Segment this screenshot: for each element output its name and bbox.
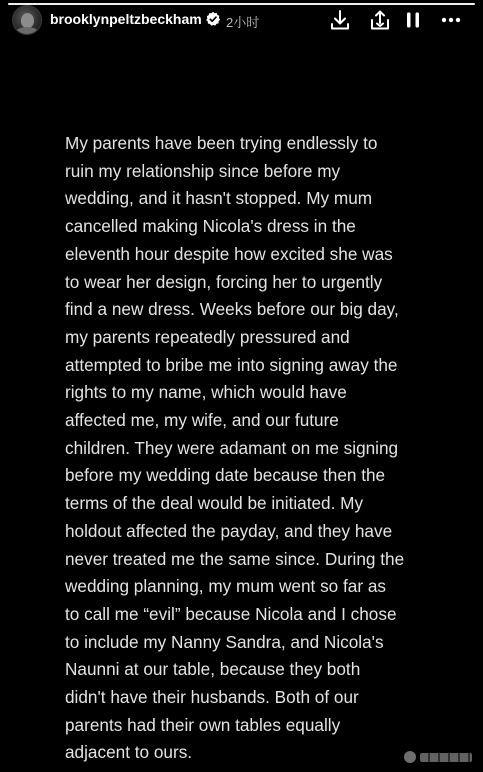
avatar[interactable] (12, 5, 42, 35)
story-text-line: to include my Nanny Sandra, and Nicola's (65, 631, 384, 652)
story-text-line: cancelled making Nicola's dress in the (65, 216, 356, 237)
reshare-button[interactable] (366, 6, 394, 34)
story-text-line: to wear her design, forcing her to urgently (65, 271, 383, 292)
story-text-line: affected me, my wife, and our future (65, 410, 339, 431)
reshare-icon (369, 9, 391, 31)
story-text (65, 130, 433, 767)
story-text-line: never treated me the same since. During the (65, 548, 405, 569)
pause-button[interactable] (399, 6, 427, 34)
story-text-line: my parents repeatedly pressured and (65, 326, 350, 347)
download-button[interactable] (326, 6, 354, 34)
story-text-line: didn't have their husbands. Both of our (65, 687, 359, 708)
story-text-line: children. They were adamant on me signing (65, 437, 399, 458)
story-text-line: terms of the deal would be initiated. My (65, 493, 364, 514)
story-header (0, 0, 483, 40)
story-text-line: holdout affected the payday, and they have (65, 520, 393, 541)
story-text-line: ruin my relationship since before my (65, 160, 341, 181)
story-text-line: eleventh hour despite how excited she was (65, 243, 393, 264)
watermark (404, 751, 474, 765)
story-text-line: to call me “evil” because Nicola and I chose (65, 603, 397, 624)
story-text-line: before my wedding date because then the (65, 465, 386, 486)
story-text-line: Naunni at our table, because they both (65, 659, 361, 680)
story-text-line: My parents have been trying endlessly to (65, 133, 378, 153)
story-text-line: wedding, and it hasn't stopped. My mum (65, 188, 373, 209)
watermark-logo-icon (404, 751, 416, 763)
story-text-line: rights to my name, which would have (65, 382, 347, 403)
story-text-line: wedding planning, my mum went so far as (65, 576, 386, 597)
more-icon (440, 9, 462, 31)
more-options-button[interactable] (437, 6, 465, 34)
verified-badge-icon (205, 11, 221, 27)
username[interactable]: brooklynpeltzbeckham (50, 11, 202, 27)
story-text-line: adjacent to ours. (65, 742, 193, 763)
story-timestamp: 2小时 (226, 15, 260, 30)
pause-icon (403, 10, 423, 30)
story-text-line: parents had their own tables equally (65, 714, 341, 735)
story-text-line: find a new dress. Weeks before our big day, (65, 299, 399, 320)
watermark-text-blurred (420, 753, 472, 762)
avatar-shoulders (15, 27, 39, 35)
download-icon (329, 9, 351, 31)
avatar-face (21, 13, 34, 28)
story-text-line: attempted to bribe me into signing away the (65, 354, 398, 375)
